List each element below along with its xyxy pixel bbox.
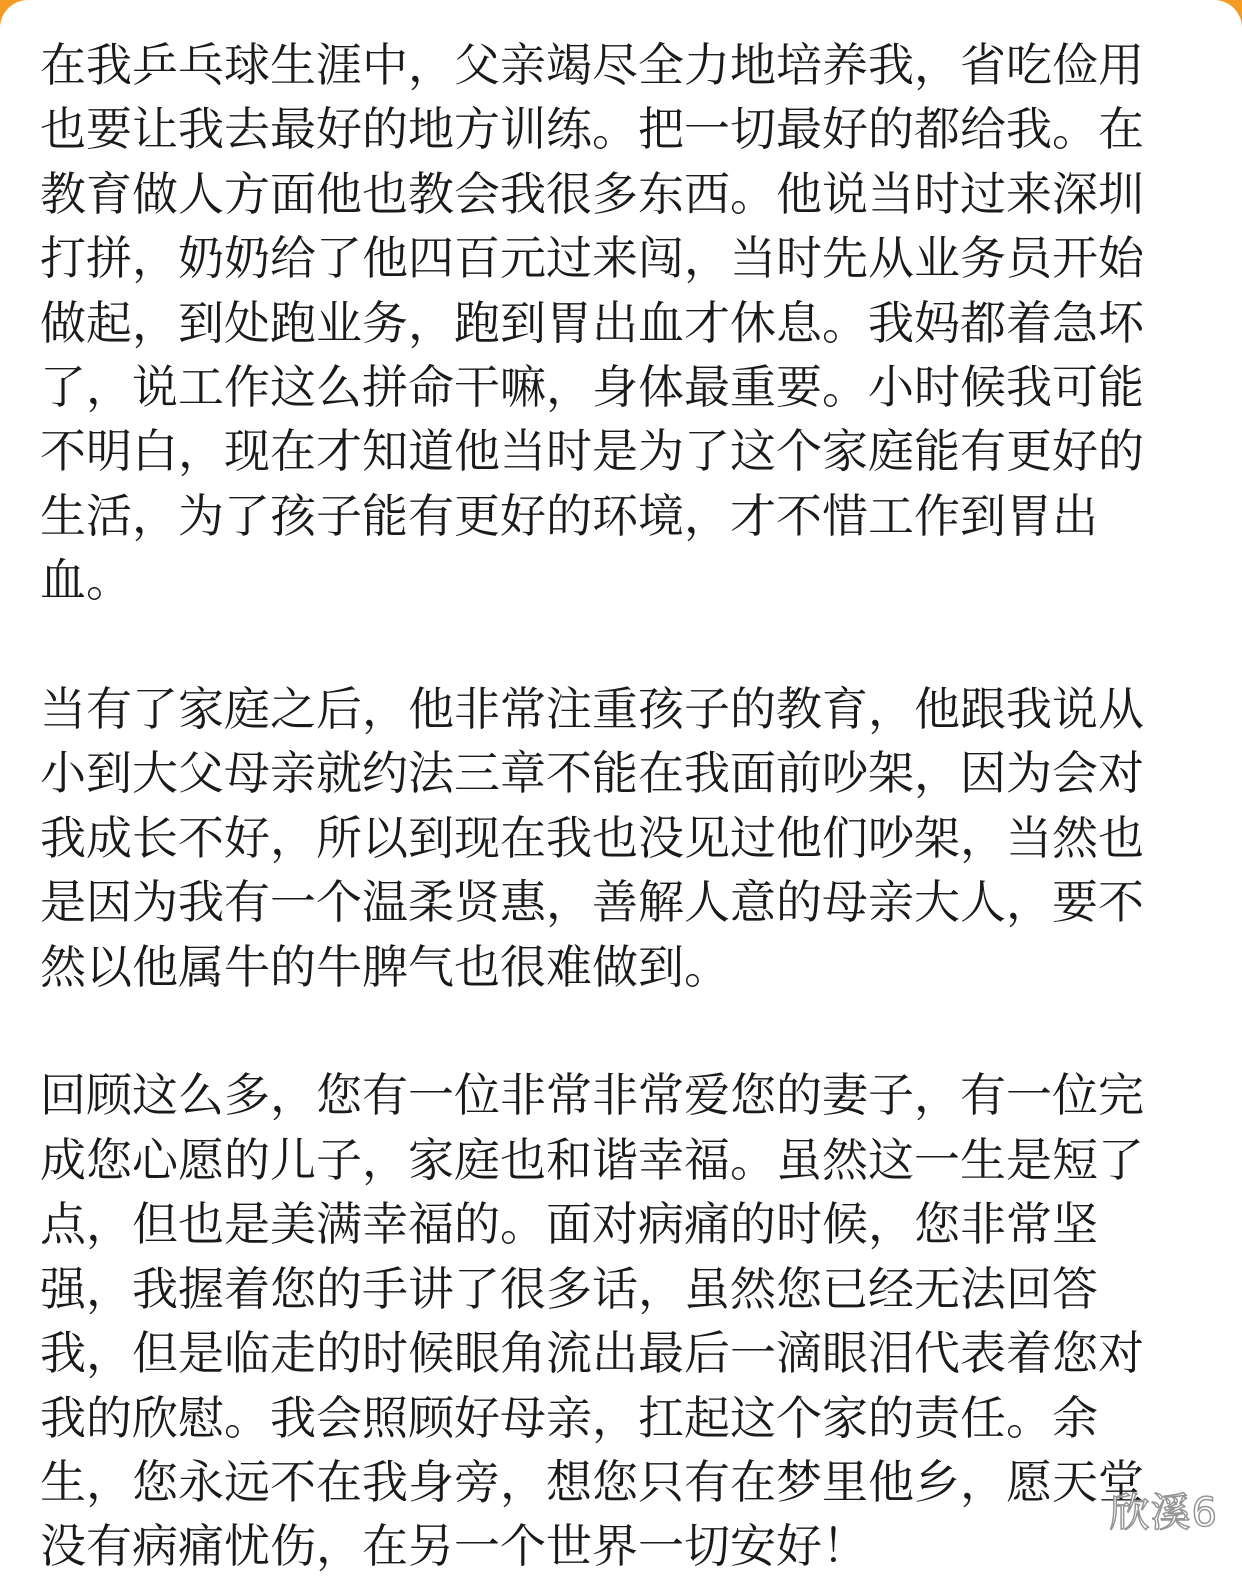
article-body bbox=[40, 33, 1202, 1579]
paragraph-farewell: 回顾这么多，您有一位非常非常爱您的妻子，有一位完 成您心愿的儿子，家庭也和谐幸福。虽然这一生是短了 点，但也是美满幸福的。面对病痛的时候，您非常坚 强，我握着您的手讲了很多话，虽然您已经无法回答 我，但是临走的时候眼角流出最后一滴眼泪代表着您对 我的欣慰。我会照顾好母亲，扛起这个家的责任。余 生，您永远不在我身旁，想您只有在梦里他乡，愿天堂 没有病痛忧伤，在另一个世界一切安好！ bbox=[40, 1068, 1144, 1574]
paragraph-family-education: 当有了家庭之后，他非常注重孩子的教育，他跟我说从 小到大父母亲就约法三章不能在我面前吵架，因为会对 我成长不好，所以到现在我也没见过他们吵架，当然也 是因为我有一个温柔贤惠，善解人意的母亲大人，要不 然以他属牛的牛脾气也很难做到。 bbox=[40, 682, 1144, 994]
paragraph-father-support: 在我乒乓球生涯中，父亲竭尽全力地培养我，省吃俭用 也要让我去最好的地方训练。把一切最好的都给我。在 教育做人方面他也教会我很多东西。他说当时过来深圳 打拼，奶奶给了他四百元过来闯，当时先从业务员开始 做起，到处跑业务，跑到胃出血才休息。我妈都着急坏 了，说工作这么拼命干嘛，身体最重要。小时候我可能 不明白，现在才知道他当时是为了这个家庭能有更好的 生活，为了孩子能有更好的环境，才不惜工作到胃出 血。 bbox=[40, 38, 1144, 608]
watermark: 欣溪6 bbox=[1109, 1490, 1218, 1536]
